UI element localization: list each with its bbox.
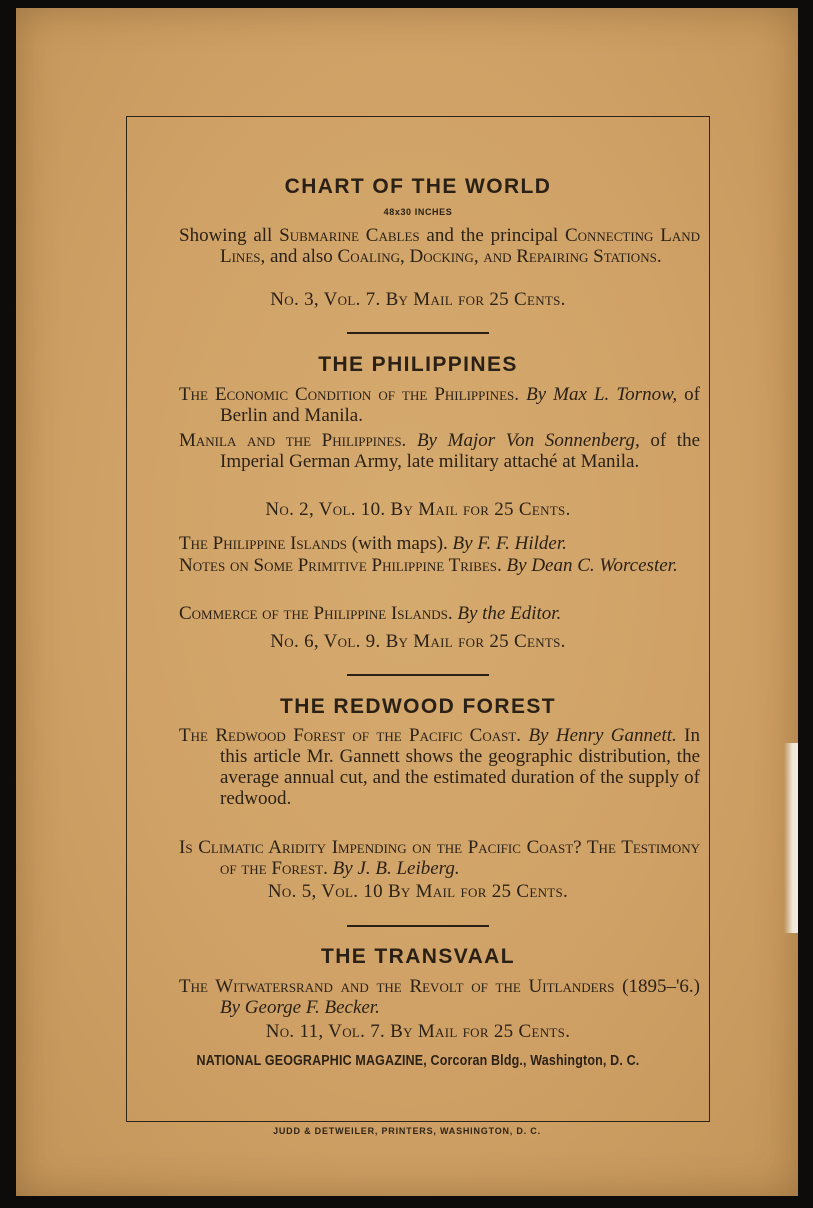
publisher-address: NATIONAL GEOGRAPHIC MAGAZINE, Corcoran Bldg., Washington, D. C. <box>196 1053 640 1069</box>
article-note: (with maps). <box>347 533 453 554</box>
article-author: By George F. Becker. <box>220 997 380 1018</box>
article-author: By F. F. Hilder. <box>452 533 567 554</box>
article-title: Notes on Some Primitive Philippine Tribes. <box>179 555 502 576</box>
article-climatic-aridity <box>179 837 700 879</box>
section-divider <box>347 925 489 927</box>
article-title: The Witwatersrand and the Revolt of the Uitlanders <box>179 976 615 997</box>
chart-price: No. 3, Vol. 7. By Mail for 25 Cents. <box>270 289 566 310</box>
article-title: The Philippine Islands <box>179 533 347 554</box>
article-manila <box>179 430 700 472</box>
article-author: By Dean C. Worcester. <box>506 555 678 576</box>
article-commerce <box>179 603 700 624</box>
article-title: Manila and the Philippines. <box>179 430 407 451</box>
philippines-price-2: No. 6, Vol. 9. By Mail for 25 Cents. <box>270 631 566 652</box>
article-years: (1895–'6.) <box>614 976 701 997</box>
chart-desc-sc3: Coaling, Docking, and Repairing Stations. <box>337 246 662 267</box>
chart-dimensions: 48x30 INCHES <box>383 207 453 217</box>
article-title: The Redwood Forest of the Pacific Coast. <box>179 725 522 746</box>
chart-desc-mid: and the principal <box>419 225 565 246</box>
advert-frame <box>126 116 710 1122</box>
chart-desc-mid2: , and also <box>260 246 338 267</box>
article-redwood-forest <box>179 725 700 809</box>
section-divider <box>347 332 489 334</box>
article-economic-condition <box>179 384 700 426</box>
philippines-price-1: No. 2, Vol. 10. By Mail for 25 Cents. <box>265 499 571 520</box>
article-author: By the Editor. <box>457 603 562 624</box>
transvaal-price: No. 11, Vol. 7. By Mail for 25 Cents. <box>265 1021 571 1042</box>
section-title-transvaal: THE TRANSVAAL <box>321 945 515 968</box>
printer-credit: JUDD & DETWEILER, PRINTERS, WASHINGTON, D. C. <box>273 1126 541 1136</box>
chart-desc-sc1: Submarine Cables <box>279 225 420 246</box>
article-title: Is Climatic Aridity Impending on the Pacific Coast? The Testimony of the Forest. <box>179 837 700 879</box>
magazine-back-cover <box>16 8 798 1196</box>
section-title-philippines: THE PHILIPPINES <box>318 353 518 376</box>
chart-desc-pre: Showing all <box>179 225 280 246</box>
article-note: of Berlin and Manila. <box>220 384 700 426</box>
article-philippine-islands <box>179 533 700 554</box>
article-note: of the Imperial German Army, late military attaché at Manila. <box>220 430 701 472</box>
article-note: In this article Mr. Gannett shows the geographic distribution, the average annual cut, and the estimated duration of the supply of redwood. <box>220 725 701 809</box>
chart-desc-sc2: Connecting Land Lines <box>220 225 700 267</box>
section-title-chart: CHART OF THE WORLD <box>284 175 552 198</box>
article-witwatersrand <box>179 976 700 1018</box>
section-divider <box>347 674 489 676</box>
article-title: Commerce of the Philippine Islands. <box>179 603 453 624</box>
chart-description <box>179 225 700 267</box>
article-primitive-tribes <box>179 555 700 576</box>
article-author: By Major Von Sonnenberg, <box>416 430 640 451</box>
redwood-price: No. 5, Vol. 10 By Mail for 25 Cents. <box>267 881 569 902</box>
section-title-redwood: THE REDWOOD FOREST <box>279 695 557 718</box>
article-author: By J. B. Leiberg. <box>332 858 460 879</box>
article-author: By Max L. Tornow, <box>526 384 678 405</box>
article-title: The Economic Condition of the Philippines. <box>179 384 519 405</box>
article-author: By Henry Gannett. <box>528 725 677 746</box>
